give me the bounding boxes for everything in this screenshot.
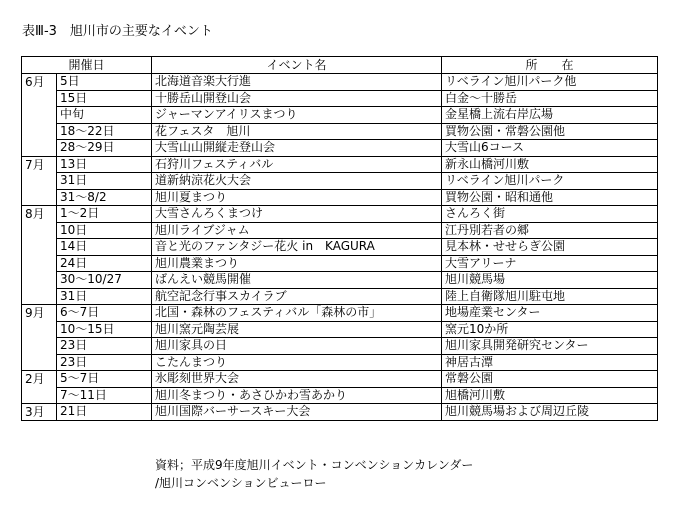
- month-cell: 3月: [22, 404, 57, 421]
- event-text: 旭川冬まつり・あさひかわ雪あかり: [155, 387, 348, 402]
- table-body: [22, 74, 658, 421]
- place-cell: [442, 404, 658, 421]
- month-cell: 8月: [22, 206, 57, 305]
- place-text: 買物公園・常磐公園他: [442, 124, 657, 141]
- place-text: 常磐公園: [442, 371, 657, 388]
- day-text: 31～8/2: [60, 189, 107, 204]
- place-text: 買物公園・昭和通他: [445, 189, 554, 204]
- event-text: 旭川国際バーサースキー大会: [155, 404, 311, 418]
- place-text: 見本林・せせらぎ公園: [442, 239, 657, 256]
- events-table: [21, 56, 658, 421]
- day-text: 30～10/27: [57, 272, 151, 289]
- day-text: 15日: [57, 91, 151, 108]
- day-text: 中旬: [57, 107, 151, 124]
- day-text: 5～7日: [57, 371, 151, 388]
- place-text: 神居古潭: [445, 354, 494, 369]
- day-text: 28～29日: [60, 140, 115, 154]
- event-text: ばんえい競馬開催: [152, 272, 441, 289]
- event-text: こたんまつり: [155, 354, 228, 369]
- event-text: 大雪山山開縦走登山会: [155, 140, 276, 154]
- event-text: ジャーマンアイリスまつり: [152, 107, 441, 124]
- place-cell: [442, 371, 658, 404]
- place-text: 窯元10か所: [442, 322, 657, 339]
- event-cell: [152, 206, 442, 305]
- place-text: 白金～十勝岳: [442, 91, 657, 108]
- month-group-row: [22, 404, 658, 421]
- place-text: 新永山橋河川敷: [442, 157, 657, 174]
- source-line: 資料；平成9年度旭川イベント・コンベンションカレンダー: [155, 458, 474, 472]
- place-text: 大雪山6コース: [445, 140, 525, 154]
- event-cell: [152, 74, 442, 157]
- event-text: 旭川ライブジャム: [152, 223, 441, 240]
- day-text: 23日: [60, 354, 88, 369]
- event-text: 道新納涼花火大会: [152, 173, 441, 190]
- source-line: /旭川コンベンションビューロー: [155, 476, 327, 490]
- day-text: 24日: [57, 256, 151, 273]
- month-group-row: [22, 206, 658, 305]
- event-text: 音と光のファンタジー花火 in KAGURA: [152, 239, 441, 256]
- place-text: 金星橋上流右岸広場: [442, 107, 657, 124]
- day-cell: [57, 206, 152, 305]
- place-text: 旭川家具開発研究センター: [442, 338, 657, 355]
- day-text: 6～7日: [57, 305, 151, 322]
- day-text: 7～11日: [60, 387, 107, 402]
- event-text: 花フェスタ 旭川: [152, 124, 441, 141]
- event-text: 石狩川フェスティバル: [152, 157, 441, 174]
- place-cell: [442, 305, 658, 371]
- day-text: 23日: [57, 338, 151, 355]
- event-text: 氷彫刻世界大会: [152, 371, 441, 388]
- day-text: 13日: [57, 157, 151, 174]
- month-group-row: [22, 371, 658, 404]
- day-text: 31日: [57, 173, 151, 190]
- place-text: 陸上自衛隊旭川駐屯地: [445, 288, 566, 303]
- place-text: 旭橋河川敷: [445, 387, 506, 402]
- day-cell: [57, 305, 152, 371]
- event-text: 旭川農業まつり: [152, 256, 441, 273]
- place-text: 大雪アリーナ: [442, 256, 657, 273]
- source-note: [155, 456, 473, 492]
- event-cell: [152, 156, 442, 206]
- event-text: 大雪さんろくまつけ: [152, 206, 441, 223]
- place-cell: [442, 156, 658, 206]
- event-cell: [152, 371, 442, 404]
- day-cell: [57, 371, 152, 404]
- month-cell: 9月: [22, 305, 57, 371]
- place-text: リベライン旭川パーク: [442, 173, 657, 190]
- day-text: 1～2日: [57, 206, 151, 223]
- place-text: 旭川競馬場: [442, 272, 657, 289]
- day-cell: [57, 404, 152, 421]
- event-text: 航空記念行事スカイラブ: [155, 288, 287, 303]
- place-cell: [442, 206, 658, 305]
- event-text: 旭川家具の日: [152, 338, 441, 355]
- day-text: 10日: [57, 223, 151, 240]
- month-group-row: [22, 74, 658, 157]
- table-caption: 表Ⅲ-3 旭川市の主要なイベント: [22, 24, 213, 39]
- event-text: 北国・森林のフェスティバル「森林の市」: [152, 305, 441, 322]
- event-text: 十勝岳山開登山会: [152, 91, 441, 108]
- event-text: 旭川窯元陶芸展: [152, 322, 441, 339]
- day-cell: [57, 156, 152, 206]
- header-place: 所 在: [442, 57, 658, 74]
- event-cell: [152, 404, 442, 421]
- day-text: 14日: [57, 239, 151, 256]
- event-text: 旭川夏まつり: [155, 189, 228, 204]
- month-cell: 2月: [22, 371, 57, 404]
- month-group-row: [22, 305, 658, 371]
- place-text: リベライン旭川パーク他: [442, 74, 657, 91]
- day-text: 21日: [60, 404, 88, 418]
- event-cell: [152, 305, 442, 371]
- day-text: 10～15日: [57, 322, 151, 339]
- table-header-row: [22, 57, 658, 74]
- month-cell: 7月: [22, 156, 57, 206]
- place-text: 地場産業センター: [442, 305, 657, 322]
- place-cell: [442, 74, 658, 157]
- place-text: 江丹別若者の郷: [442, 223, 657, 240]
- day-cell: [57, 74, 152, 157]
- day-text: 18～22日: [57, 124, 151, 141]
- month-cell: 6月: [22, 74, 57, 157]
- header-date: 開催日: [22, 57, 152, 74]
- place-text: 旭川競馬場および周辺丘陵: [445, 404, 590, 418]
- day-text: 31日: [60, 288, 88, 303]
- place-text: さんろく街: [442, 206, 657, 223]
- event-text: 北海道音楽大行進: [152, 74, 441, 91]
- day-text: 5日: [57, 74, 151, 91]
- header-event: イベント名: [152, 57, 442, 74]
- month-group-row: [22, 156, 658, 206]
